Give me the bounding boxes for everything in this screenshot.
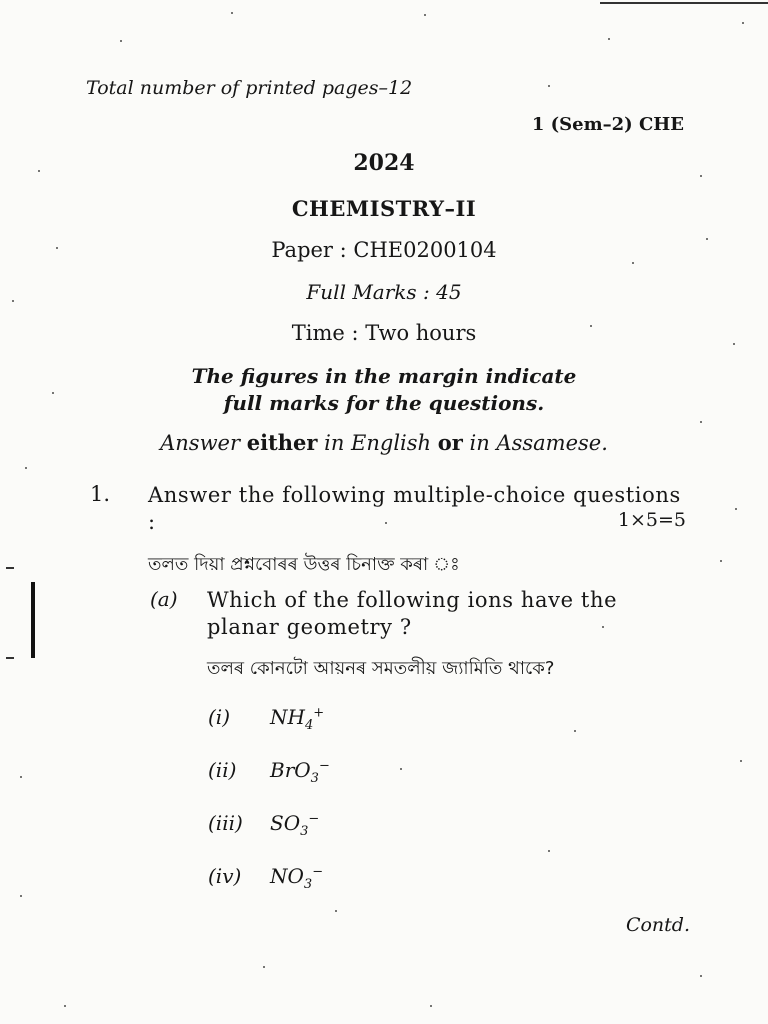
subquestion-label: (a)	[150, 587, 178, 611]
scan-dash	[6, 567, 14, 569]
option-label: (i)	[208, 705, 231, 729]
question-text: Answer the following multiple-choice questions :	[148, 483, 681, 534]
scan-speck	[20, 895, 22, 897]
scan-speck	[263, 966, 265, 968]
scan-edge-line	[600, 2, 768, 4]
option-label: (iii)	[208, 811, 243, 835]
option-ii	[208, 758, 330, 786]
scan-speck	[735, 508, 737, 510]
language-instruction: Answer either in English or in Assamese.	[160, 430, 608, 455]
scan-speck	[64, 1005, 66, 1007]
scan-speck	[20, 776, 22, 778]
scan-speck	[548, 85, 550, 87]
scan-speck	[632, 262, 634, 264]
margin-mark	[31, 582, 35, 658]
scan-speck	[574, 730, 576, 732]
scan-speck	[120, 40, 122, 42]
paper-code: Paper : CHE0200104	[271, 238, 497, 262]
option-label: (ii)	[208, 758, 237, 782]
instruction-line-2: full marks for the questions.	[223, 391, 545, 415]
scan-speck	[335, 910, 337, 912]
subquestion-assamese: তলৰ কোনটো আয়নৰ সমতলীয় জ্যামিতি থাকে?	[207, 658, 555, 679]
continued-note: Contd.	[625, 914, 690, 936]
option-label: (iv)	[208, 864, 242, 888]
subject-title: CHEMISTRY–II	[291, 196, 477, 221]
full-marks: Full Marks : 45	[306, 280, 462, 304]
question-number: 1.	[90, 482, 111, 506]
option-formula: $NO_3^-$	[270, 864, 324, 892]
scan-speck	[424, 14, 426, 16]
scan-speck	[700, 421, 702, 423]
scan-speck	[400, 768, 402, 770]
scan-speck	[742, 22, 744, 24]
scan-speck	[25, 467, 27, 469]
scan-speck	[548, 850, 550, 852]
scan-dash	[6, 657, 14, 659]
scan-speck	[740, 760, 742, 762]
instruction-line-1: The figures in the margin indicate	[191, 364, 577, 388]
printed-pages-note: Total number of printed pages–12	[86, 77, 413, 99]
scan-speck	[700, 975, 702, 977]
subquestion-text: Which of the following ions have the planar geometry ?	[207, 588, 618, 639]
option-formula: $SO_3^-$	[270, 811, 320, 839]
option-i	[208, 705, 324, 733]
scan-speck	[720, 560, 722, 562]
time-allowed: Time : Two hours	[291, 321, 477, 345]
option-formula: BrO$_3$−	[270, 758, 330, 786]
question-marks: 1×5=5	[617, 509, 686, 531]
exam-year: 2024	[353, 150, 415, 176]
question-assamese: তলত দিয়া প্ৰশ্নবোৰৰ উত্তৰ চিনাক্ত কৰা ঃ	[148, 554, 460, 575]
course-code: 1 (Sem–2) CHE	[531, 114, 684, 135]
scan-speck	[231, 12, 233, 14]
scan-speck	[430, 1005, 432, 1007]
option-formula: $NH_4^+$	[270, 705, 325, 733]
option-iii	[208, 811, 319, 839]
scan-speck	[608, 38, 610, 40]
option-iv	[208, 864, 323, 892]
margin-instruction	[0, 363, 768, 417]
